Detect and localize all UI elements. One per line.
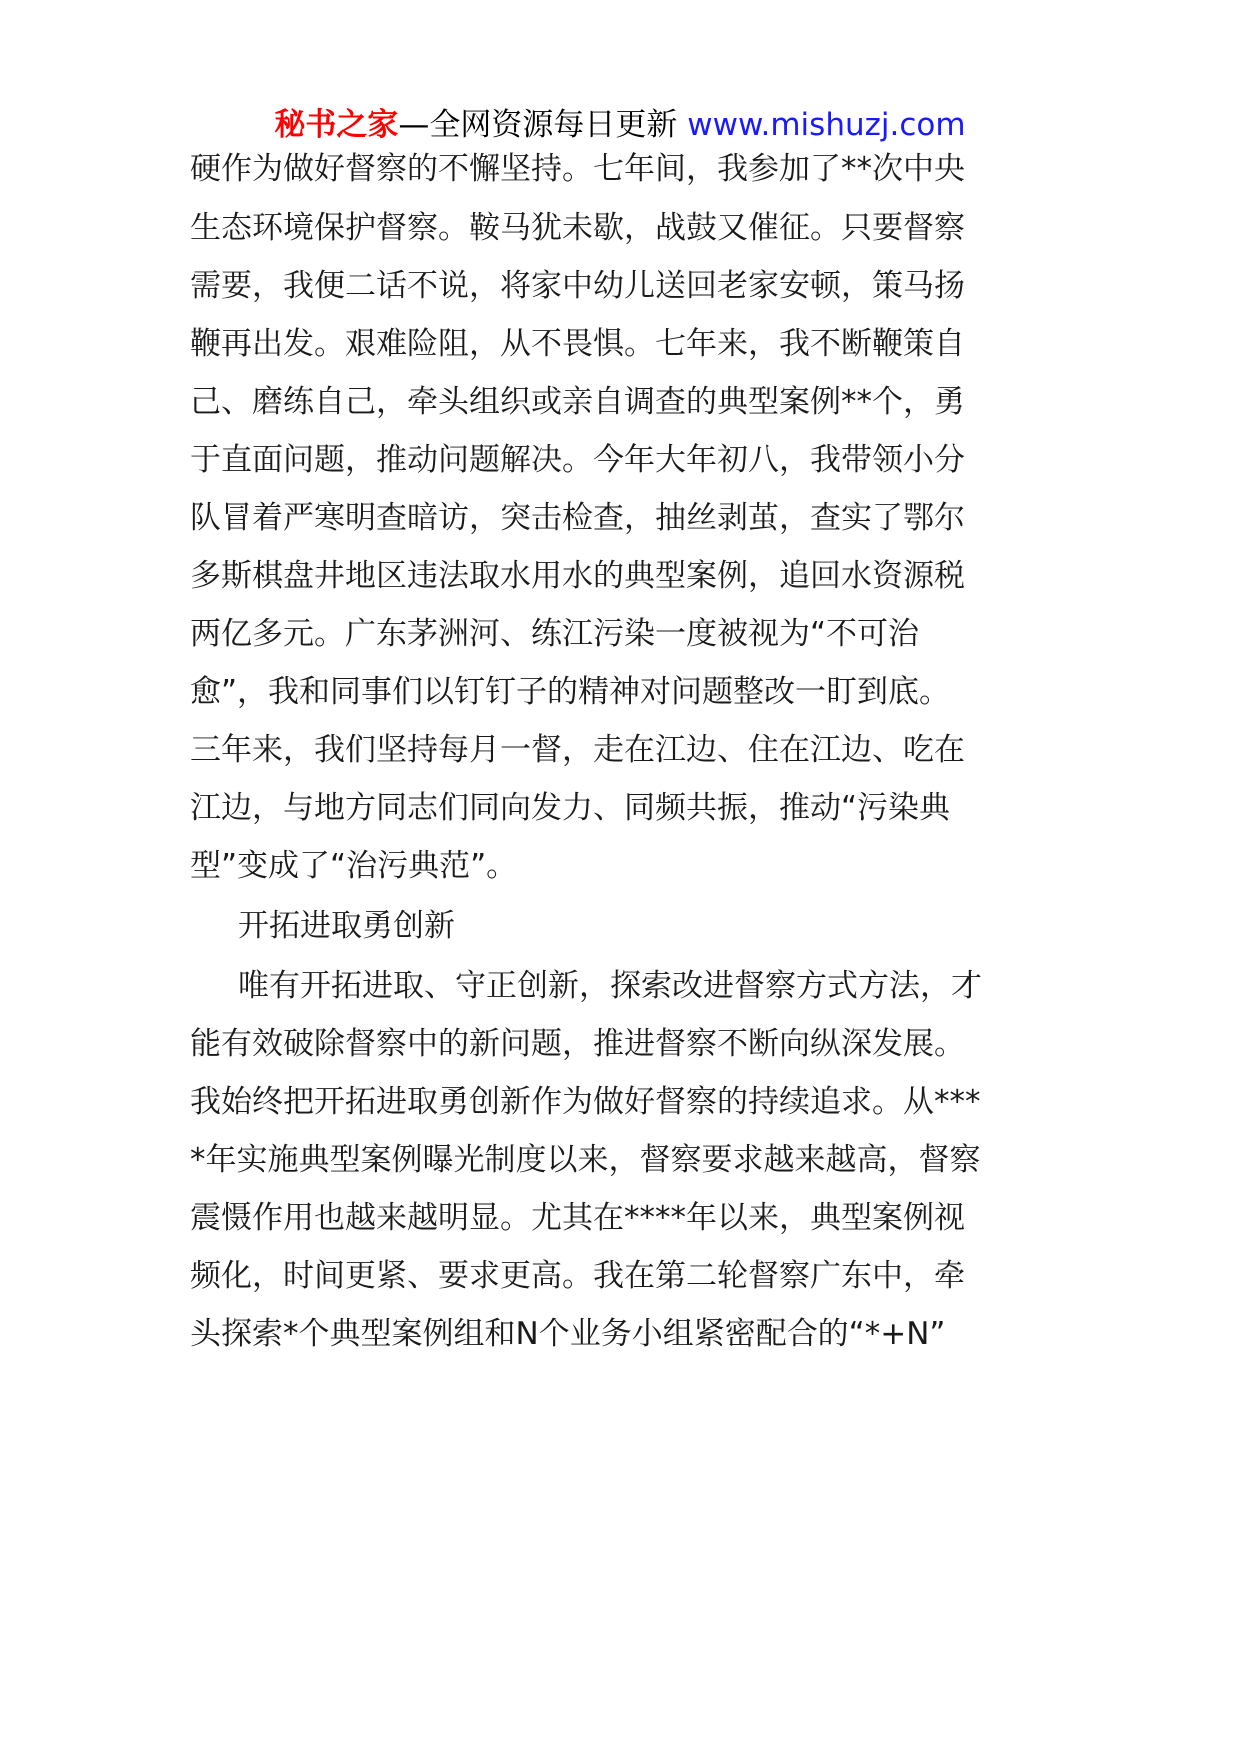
text-line: 头探索*个典型案例组和N个业务小组紧密配合的“*+N”	[190, 1316, 946, 1352]
text-line: 频化，时间更紧、要求更高。我在第二轮督察广东中，牵	[190, 1258, 965, 1294]
text-line: 于直面问题，推动问题解决。今年大年初八，我带领小分	[190, 442, 965, 478]
brand-name: 秘书之家	[274, 107, 399, 143]
header-url[interactable]: www.mishuzj.com	[687, 107, 966, 143]
text-line: 愈”，我和同事们以钉钉子的精神对问题整改一盯到底。	[190, 674, 951, 710]
text-line: 多斯棋盘井地区违法取水用水的典型案例，追回水资源税	[190, 558, 965, 594]
text-line: 型”变成了“治污典范”。	[190, 848, 518, 884]
text-line: 能有效破除督察中的新问题，推进督察不断向纵深发展。	[190, 1026, 965, 1062]
text-line: 三年来，我们坚持每月一督，走在江边、住在江边、吃在	[190, 732, 965, 768]
header-tagline: —全网资源每日更新	[398, 107, 688, 143]
text-line: *年实施典型案例曝光制度以来，督察要求越来越高，督察	[190, 1142, 981, 1178]
section-heading: 开拓进取勇创新	[238, 908, 455, 944]
text-line: 江边，与地方同志们同向发力、同频共振，推动“污染典	[190, 790, 951, 826]
text-line: 需要，我便二话不说，将家中幼儿送回老家安顿，策马扬	[190, 268, 965, 304]
text-line: 己、磨练自己，牵头组织或亲自调查的典型案例**个，勇	[190, 384, 965, 420]
text-line: 唯有开拓进取、守正创新，探索改进督察方式方法，才	[238, 968, 982, 1004]
text-line: 我始终把开拓进取勇创新作为做好督察的持续追求。从***	[190, 1084, 981, 1120]
text-line: 生态环境保护督察。鞍马犹未歇，战鼓又催征。只要督察	[190, 210, 965, 246]
text-line: 硬作为做好督察的不懈坚持。七年间，我参加了**次中央	[190, 151, 965, 187]
text-line: 震慑作用也越来越明显。尤其在****年以来，典型案例视	[190, 1200, 965, 1236]
text-line: 鞭再出发。艰难险阻，从不畏惧。七年来，我不断鞭策自	[190, 326, 965, 362]
text-line: 队冒着严寒明查暗访，突击检查，抽丝剥茧，查实了鄂尔	[190, 500, 965, 536]
text-line: 两亿多元。广东茅洲河、练江污染一度被视为“不可治	[190, 616, 920, 652]
